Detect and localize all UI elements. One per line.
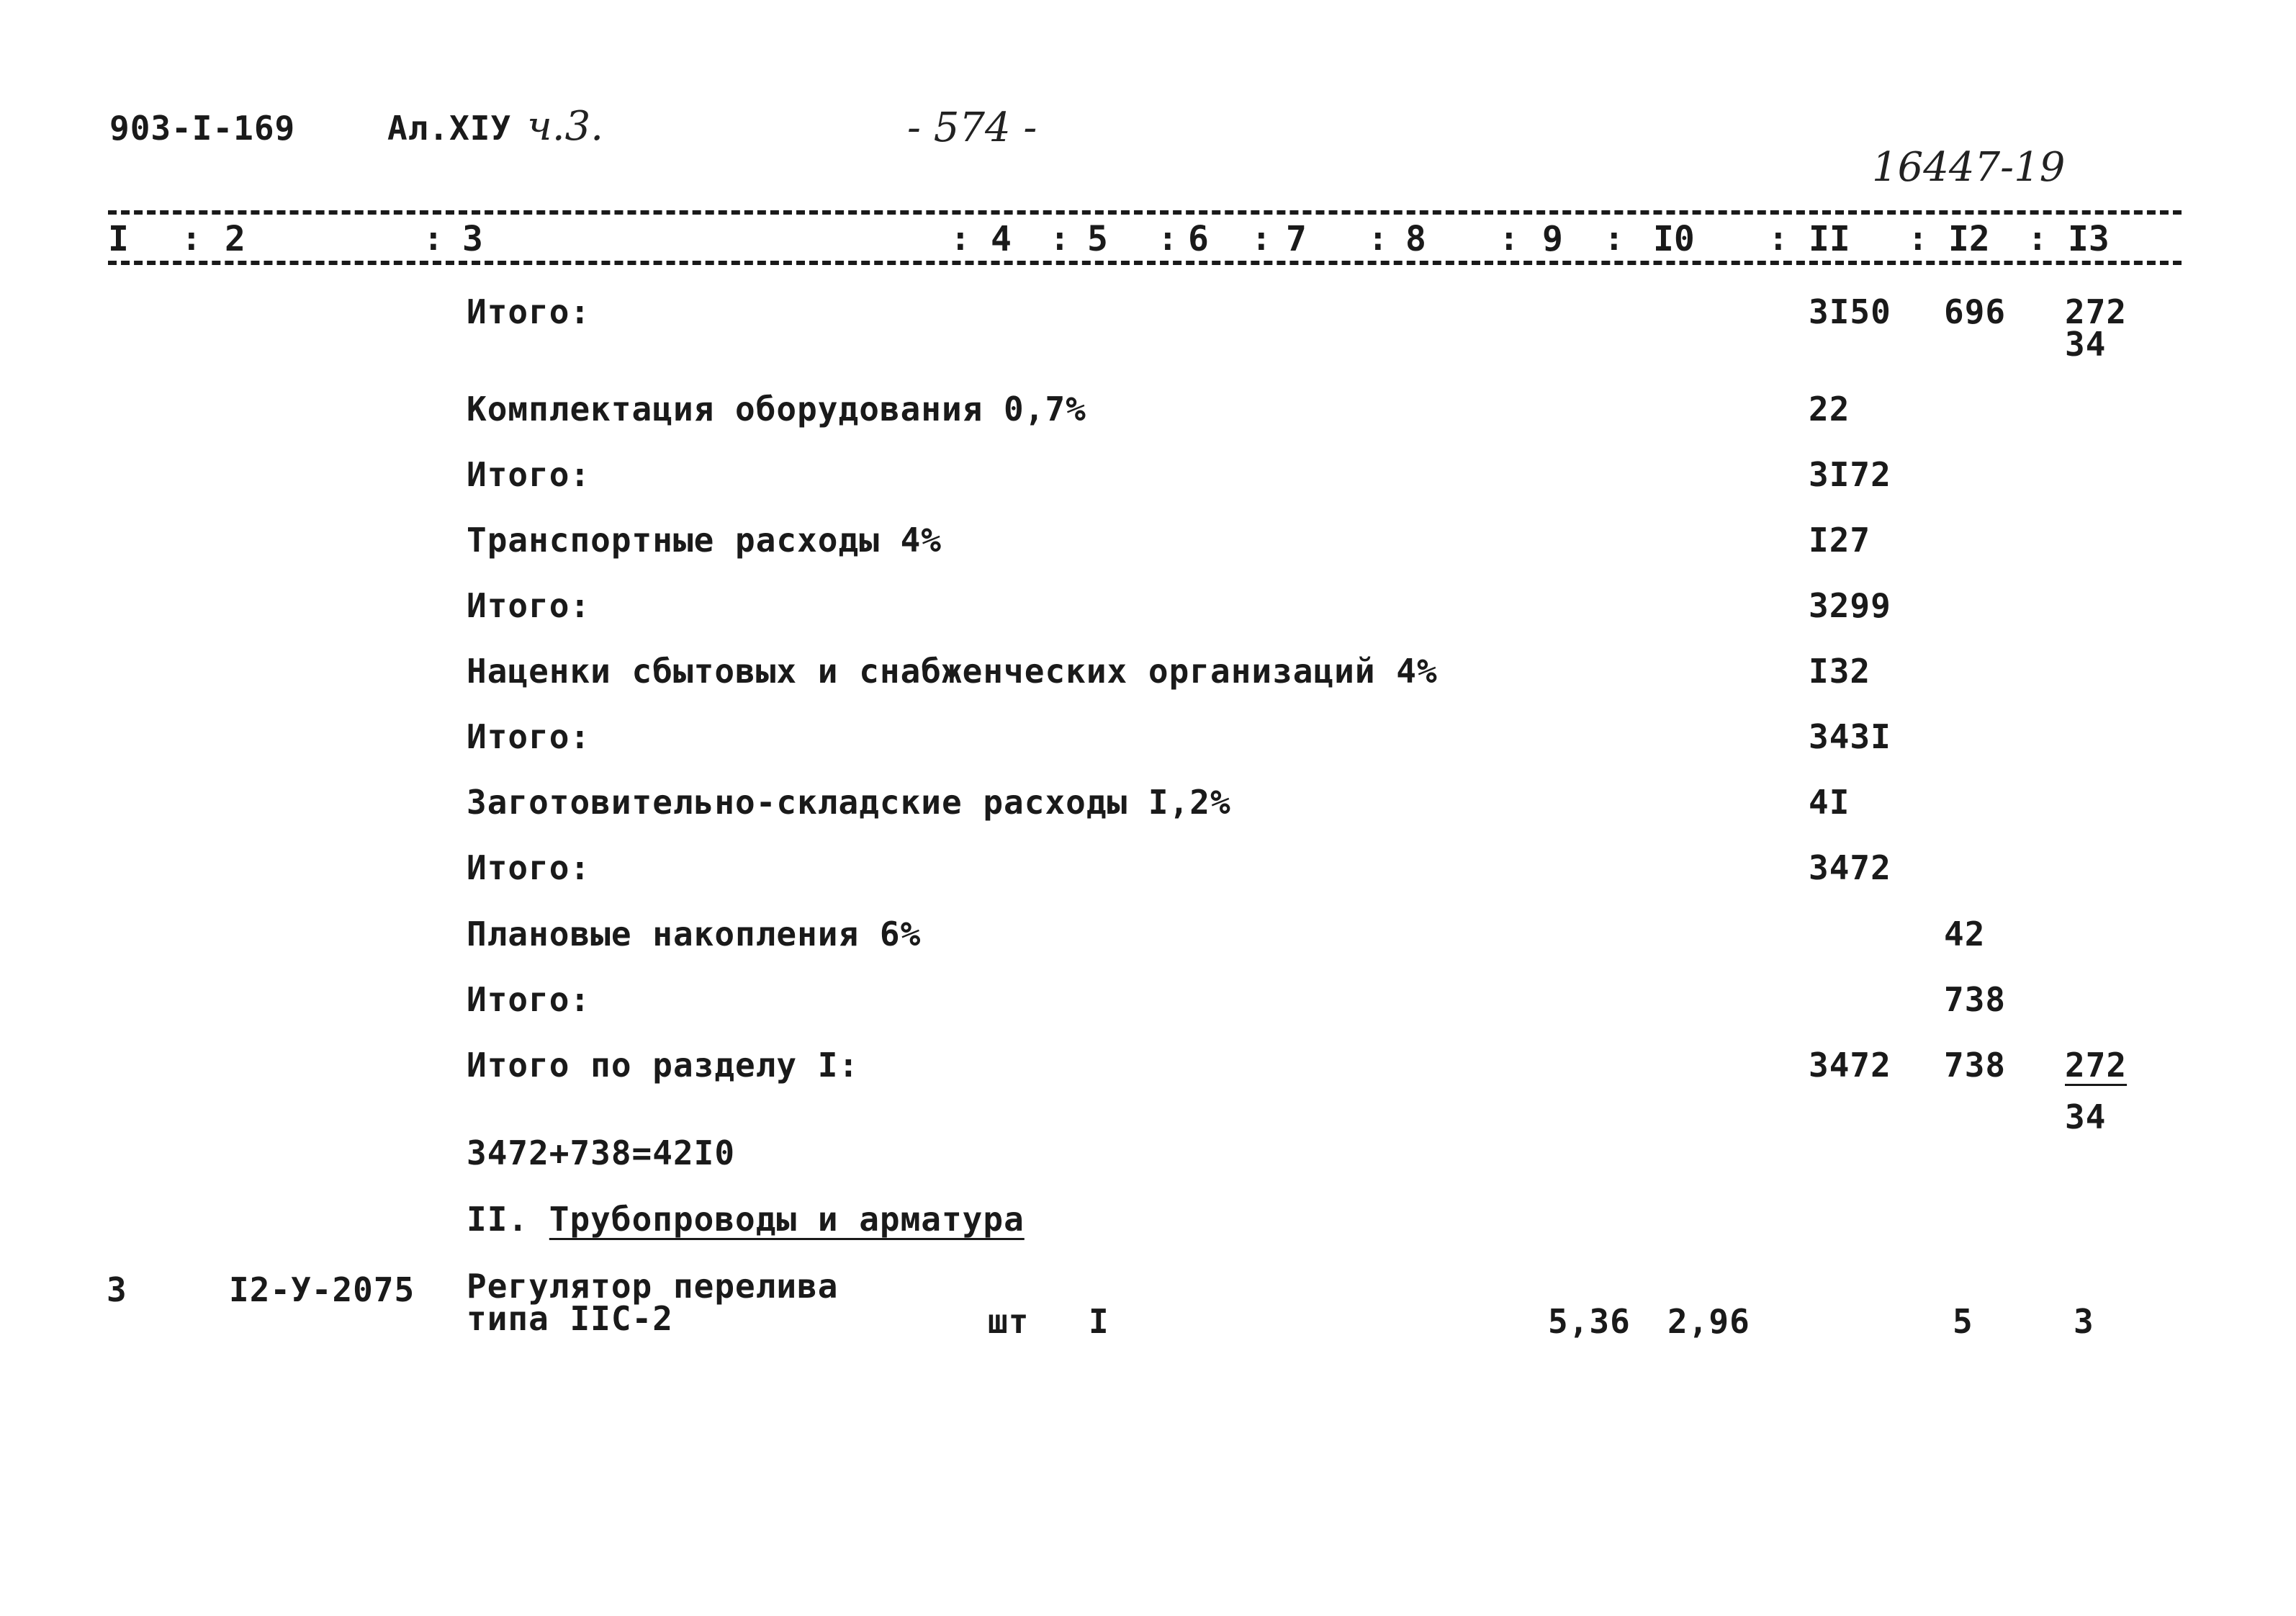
column-header-6: 6 (1188, 219, 1209, 259)
column-header-5: 5 (1087, 219, 1108, 259)
item-unit: шт (988, 1302, 1030, 1341)
row-label: Итого: (467, 455, 591, 494)
item-name-line2: типа IIC-2 (467, 1299, 673, 1338)
section-total-col13: 272 (2065, 1046, 2128, 1085)
row-value-col11: 3299 (1809, 586, 1891, 625)
row-value-col13: 272 (2065, 292, 2128, 331)
row-value-col11: 3I50 (1809, 292, 1891, 331)
row-label: Итого: (467, 980, 591, 1019)
row-value-col11: 3472 (1809, 848, 1891, 887)
album-number: Ал.XIУ (387, 109, 512, 148)
item-col13: 3 (2074, 1302, 2094, 1341)
row-value-col11: I27 (1809, 521, 1871, 560)
row-label: Итого: (467, 586, 591, 625)
header-top-rule (108, 210, 2182, 215)
column-header-10: I0 (1653, 219, 1695, 259)
row-label: Заготовительно-складские расходы I,2% (467, 783, 1231, 822)
column-header-7: 7 (1286, 219, 1307, 259)
header-bottom-rule (108, 261, 2182, 265)
row-label: Плановые накопления 6% (467, 915, 922, 953)
page-number: - 574 - (907, 104, 1037, 151)
section-total-col12: 738 (1944, 1046, 2007, 1085)
section-title: Трубопроводы и арматура (549, 1200, 1025, 1239)
row-label: Итого: (467, 292, 591, 331)
row-value-col11: I32 (1809, 652, 1871, 691)
column-header-1: I (108, 219, 129, 259)
section-heading (467, 1200, 1025, 1239)
row-value-col11: 4I (1809, 783, 1850, 822)
row-label: Комплектация оборудования 0,7% (467, 390, 1086, 428)
row-label: Итого: (467, 717, 591, 756)
row-value-col11: 343I (1809, 717, 1891, 756)
item-col9: 5,36 (1548, 1302, 1631, 1341)
part-number: ч.3. (527, 103, 604, 150)
archive-number: 16447-19 (1872, 144, 2066, 191)
section-total-col13-second-line: 34 (2065, 1097, 2107, 1136)
item-quantity: I (1089, 1302, 1109, 1341)
row-value-col12: 696 (1944, 292, 2007, 331)
row-value-col12: 738 (1944, 980, 2007, 1019)
column-header-4: 4 (991, 219, 1012, 259)
section-total-col11: 3472 (1809, 1046, 1891, 1085)
column-header-13: I3 (2068, 219, 2110, 259)
item-col12: 5 (1953, 1302, 1973, 1341)
column-header-11: II (1809, 219, 1850, 259)
row-label: Транспортные расходы 4% (467, 521, 942, 560)
column-header-9: 9 (1542, 219, 1563, 259)
column-header-2: 2 (225, 219, 246, 259)
row-value-col12: 42 (1944, 915, 1986, 953)
row-label: Итого: (467, 848, 591, 887)
row-value-col11: 22 (1809, 390, 1850, 428)
column-header-8: 8 (1405, 219, 1426, 259)
item-position: 3 (107, 1270, 127, 1309)
sum-formula: 3472+738=42I0 (467, 1134, 736, 1172)
item-col10: 2,96 (1667, 1302, 1750, 1341)
column-header-3: 3 (462, 219, 483, 259)
item-name-line1: Регулятор перелива (467, 1267, 839, 1306)
column-header-12: I2 (1948, 219, 1990, 259)
item-code: I2-У-2075 (229, 1270, 415, 1309)
section-total-label: Итого по разделу I: (467, 1046, 860, 1085)
row-value-col13-second-line: 34 (2065, 325, 2107, 364)
row-value-col11: 3I72 (1809, 455, 1891, 494)
row-label: Наценки сбытовых и снабженческих организаций 4% (467, 652, 1438, 691)
section-number: II. (467, 1200, 529, 1239)
document-code: 903-I-169 (109, 109, 296, 148)
